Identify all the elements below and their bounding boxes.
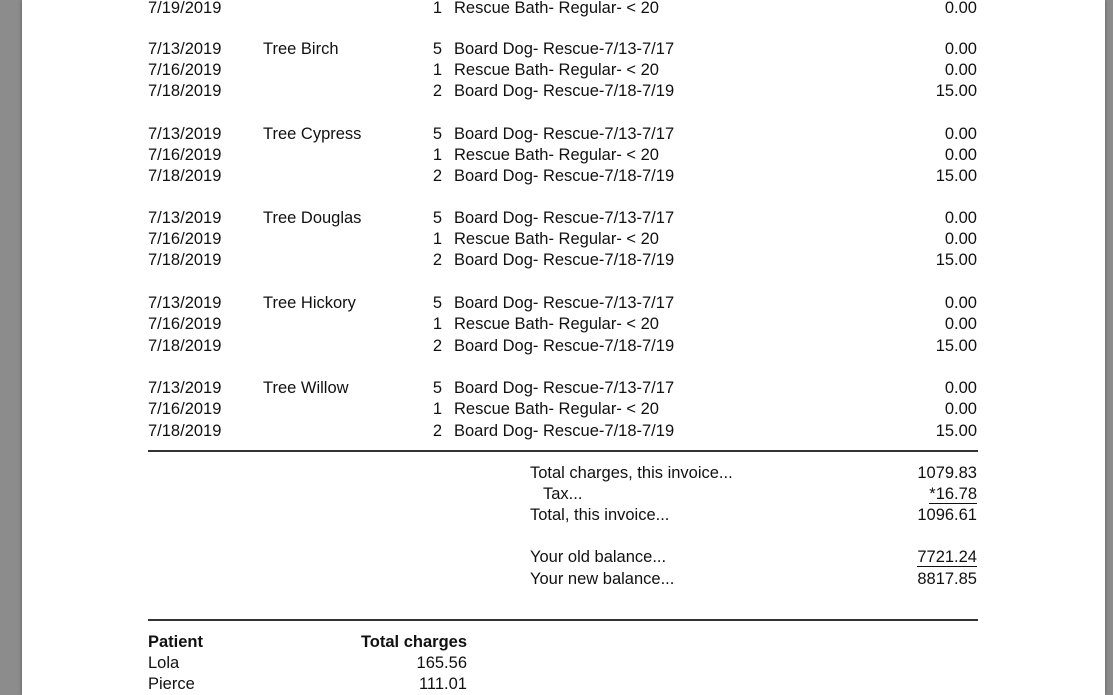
line-date: 7/13/2019 <box>148 125 222 143</box>
line-date: 7/16/2019 <box>148 315 222 333</box>
section-divider <box>148 619 978 621</box>
line-amount: 15.00 <box>935 422 977 440</box>
tax-value-wrap <box>877 484 977 504</box>
line-date: 7/13/2019 <box>148 379 222 397</box>
total-invoice-label: Total, this invoice... <box>530 506 670 524</box>
line-date: 7/16/2019 <box>148 230 222 248</box>
line-description: Rescue Bath- Regular- < 20 <box>454 61 659 79</box>
line-description: Board Dog- Rescue-7/13-7/17 <box>454 294 675 312</box>
line-qty: 1 <box>432 61 442 79</box>
summary-patient-total: 111.01 <box>418 675 467 693</box>
tax-value: *16.78 <box>929 485 977 503</box>
line-amount: 15.00 <box>935 167 977 185</box>
new-balance-label: Your new balance... <box>530 570 675 588</box>
patient-name: Tree Willow <box>263 379 349 397</box>
summary-patient-name: Lola <box>148 654 180 672</box>
line-qty: 2 <box>432 251 442 269</box>
line-date: 7/16/2019 <box>148 146 222 164</box>
section-divider <box>148 450 978 452</box>
invoice-page <box>22 0 1105 695</box>
summary-header-total: Total charges <box>360 633 467 651</box>
line-amount: 0.00 <box>944 61 977 79</box>
summary-patient-name: Pierce <box>148 675 195 693</box>
line-date: 7/18/2019 <box>148 82 222 100</box>
summary-patient-total: 165.56 <box>416 654 467 672</box>
tax-label: Tax... <box>543 485 583 503</box>
line-qty: 1 <box>432 400 442 418</box>
line-date: 7/18/2019 <box>148 251 222 269</box>
line-qty: 1 <box>432 230 442 248</box>
line-date: 7/16/2019 <box>148 400 222 418</box>
line-amount: 0.00 <box>944 294 977 312</box>
new-balance-value: 8817.85 <box>917 570 977 588</box>
line-description: Rescue Bath- Regular- < 20 <box>454 230 659 248</box>
line-amount: 0.00 <box>944 230 977 248</box>
line-qty: 2 <box>432 82 442 100</box>
total-charges-label: Total charges, this invoice... <box>530 464 733 482</box>
total-charges-value: 1079.83 <box>917 464 977 482</box>
line-description: Board Dog- Rescue-7/18-7/19 <box>454 251 675 269</box>
line-amount: 15.00 <box>935 82 977 100</box>
line-description: Board Dog- Rescue-7/13-7/17 <box>454 209 675 227</box>
line-qty: 2 <box>432 337 442 355</box>
line-date: 7/16/2019 <box>148 61 222 79</box>
line-date: 7/18/2019 <box>148 167 222 185</box>
line-amount: 0.00 <box>944 125 977 143</box>
line-qty: 5 <box>432 209 442 227</box>
old-balance-label: Your old balance... <box>530 548 667 566</box>
line-date: 7/18/2019 <box>148 337 222 355</box>
patient-name: Tree Birch <box>263 40 339 58</box>
line-amount: 0.00 <box>944 146 977 164</box>
line-qty: 2 <box>432 167 442 185</box>
patient-name: Tree Hickory <box>263 294 356 312</box>
line-description: Rescue Bath- Regular- < 20 <box>454 0 659 17</box>
line-qty: 5 <box>432 125 442 143</box>
line-description: Rescue Bath- Regular- < 20 <box>454 315 659 333</box>
line-date: 7/13/2019 <box>148 40 222 58</box>
line-date: 7/19/2019 <box>148 0 222 17</box>
line-description: Rescue Bath- Regular- < 20 <box>454 146 659 164</box>
line-amount: 0.00 <box>944 400 977 418</box>
line-qty: 1 <box>432 146 442 164</box>
patient-name: Tree Cypress <box>263 125 362 143</box>
line-qty: 5 <box>432 40 442 58</box>
old-balance-value: 7721.24 <box>917 548 977 566</box>
line-description: Board Dog- Rescue-7/13-7/17 <box>454 125 675 143</box>
line-amount: 0.00 <box>944 209 977 227</box>
line-description: Board Dog- Rescue-7/13-7/17 <box>454 379 675 397</box>
line-description: Rescue Bath- Regular- < 20 <box>454 400 659 418</box>
line-description: Board Dog- Rescue-7/18-7/19 <box>454 337 675 355</box>
line-amount: 15.00 <box>935 251 977 269</box>
line-qty: 2 <box>432 422 442 440</box>
line-amount: 0.00 <box>944 379 977 397</box>
line-qty: 1 <box>432 0 442 17</box>
line-amount: 0.00 <box>944 0 977 17</box>
line-amount: 0.00 <box>944 315 977 333</box>
line-description: Board Dog- Rescue-7/18-7/19 <box>454 82 675 100</box>
summary-header-patient: Patient <box>148 633 204 651</box>
total-invoice-value: 1096.61 <box>917 506 977 524</box>
line-amount: 15.00 <box>935 337 977 355</box>
patient-name: Tree Douglas <box>263 209 362 227</box>
old-balance-value-wrap <box>877 547 977 567</box>
line-amount: 0.00 <box>944 40 977 58</box>
line-date: 7/18/2019 <box>148 422 222 440</box>
line-qty: 5 <box>432 294 442 312</box>
line-description: Board Dog- Rescue-7/18-7/19 <box>454 167 675 185</box>
line-description: Board Dog- Rescue-7/13-7/17 <box>454 40 675 58</box>
line-qty: 5 <box>432 379 442 397</box>
line-date: 7/13/2019 <box>148 294 222 312</box>
line-description: Board Dog- Rescue-7/18-7/19 <box>454 422 675 440</box>
line-date: 7/13/2019 <box>148 209 222 227</box>
line-qty: 1 <box>432 315 442 333</box>
